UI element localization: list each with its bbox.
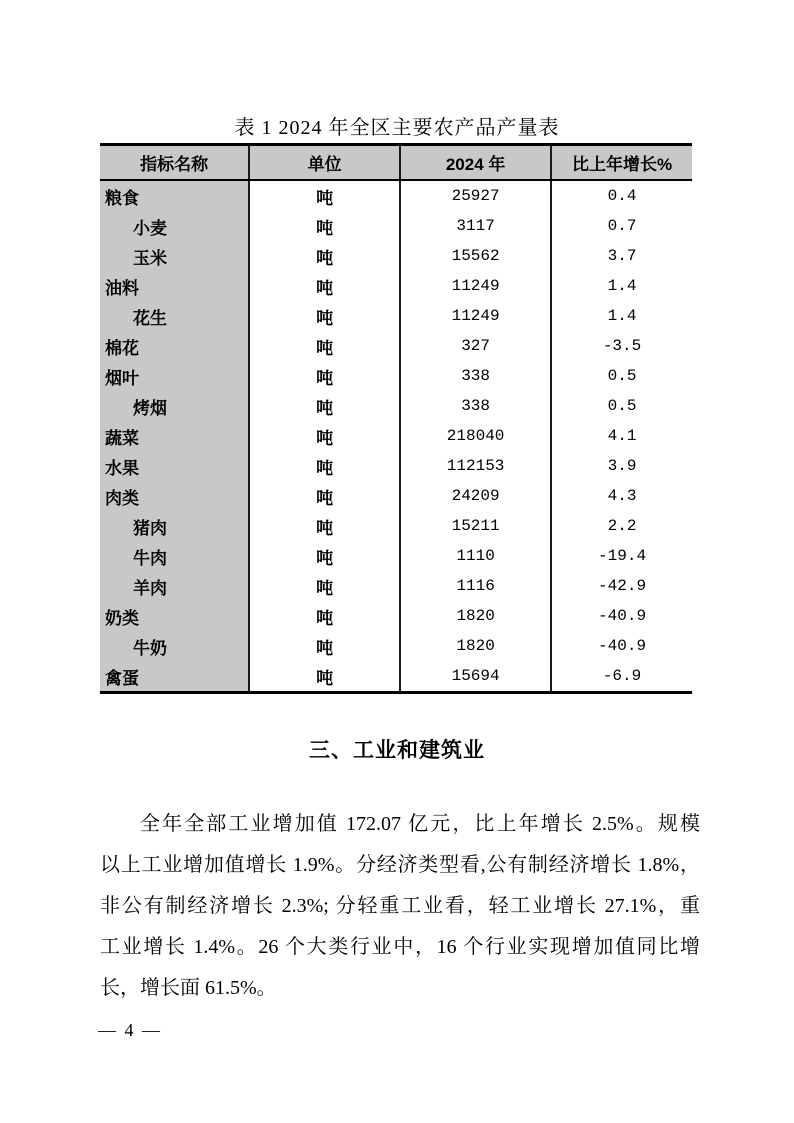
- indicator-name-cell: 水果: [100, 451, 249, 481]
- value-2024-cell: 24209: [400, 481, 551, 511]
- unit-cell: 吨: [249, 241, 400, 271]
- indicator-name-cell: 粮食: [100, 180, 249, 211]
- section-heading-industry: 三、工业和建筑业: [309, 739, 485, 762]
- value-2024-cell: 338: [400, 391, 551, 421]
- indicator-name-cell: 禽蛋: [100, 661, 249, 693]
- table-row: [100, 481, 692, 511]
- growth-cell: 3.9: [607, 457, 637, 475]
- table-row: [100, 571, 692, 601]
- table-row: [100, 241, 692, 271]
- indicator-name-cell: 肉类: [100, 481, 249, 511]
- indicator-name-cell: 牛奶: [100, 631, 249, 661]
- unit-cell: 吨: [249, 541, 400, 571]
- col-header-indicator: 指标名称: [100, 145, 249, 181]
- table-row: [100, 541, 692, 571]
- indicator-name-cell: 奶类: [100, 601, 249, 631]
- table-row: [100, 421, 692, 451]
- value-2024-cell: 1116: [400, 571, 551, 601]
- unit-cell: 吨: [249, 631, 400, 661]
- growth-cell: -40.9: [598, 607, 647, 625]
- value-2024-cell: 25927: [400, 180, 551, 211]
- table-header-row: [100, 145, 692, 181]
- table-row: [100, 271, 692, 301]
- page-number: — 4 —: [98, 1020, 162, 1040]
- value-2024-cell: 15694: [400, 661, 551, 693]
- paragraph-line: 以上工业增加值增长 1.9%。分经济类型看,公有制经济增长 1.8%，: [100, 854, 700, 876]
- growth-cell: 4.1: [607, 427, 637, 445]
- value-2024-cell: 15211: [400, 511, 551, 541]
- growth-cell: -19.4: [598, 547, 647, 565]
- unit-cell: 吨: [249, 331, 400, 361]
- value-2024-cell: 218040: [400, 421, 551, 451]
- indicator-name-cell: 小麦: [100, 211, 249, 241]
- growth-cell: -42.9: [598, 577, 647, 595]
- unit-cell: 吨: [249, 301, 400, 331]
- paragraph-line: 工业增长 1.4%。26 个大类行业中，16 个行业实现增加值同比增: [100, 936, 700, 958]
- unit-cell: 吨: [249, 481, 400, 511]
- growth-cell: 4.3: [607, 487, 637, 505]
- growth-cell: 2.2: [607, 517, 637, 535]
- indicator-name-cell: 烟叶: [100, 361, 249, 391]
- unit-cell: 吨: [249, 361, 400, 391]
- table-row: [100, 451, 692, 481]
- indicator-name-cell: 牛肉: [100, 541, 249, 571]
- paragraph-line: 全年全部工业增加值 172.07 亿元，比上年增长 2.5%。规模: [140, 813, 700, 835]
- growth-cell: -40.9: [598, 637, 647, 655]
- growth-cell: 1.4: [607, 277, 637, 295]
- growth-cell: 3.7: [607, 247, 637, 265]
- paragraph-line: 长，增长面 61.5%。: [100, 977, 277, 999]
- table-row: [100, 211, 692, 241]
- growth-cell: -6.9: [602, 667, 642, 685]
- indicator-name-cell: 油料: [100, 271, 249, 301]
- value-2024-cell: 338: [400, 361, 551, 391]
- col-header-growth: 比上年增长%: [551, 145, 692, 181]
- indicator-name-cell: 羊肉: [100, 571, 249, 601]
- table-row: [100, 661, 692, 693]
- unit-cell: 吨: [249, 211, 400, 241]
- unit-cell: 吨: [249, 451, 400, 481]
- growth-cell: 0.7: [607, 217, 637, 235]
- unit-cell: 吨: [249, 180, 400, 211]
- agri-output-table: [100, 143, 692, 694]
- table-row: [100, 301, 692, 331]
- indicator-name-cell: 棉花: [100, 331, 249, 361]
- indicator-name-cell: 烤烟: [100, 391, 249, 421]
- value-2024-cell: 1820: [400, 601, 551, 631]
- value-2024-cell: 112153: [400, 451, 551, 481]
- unit-cell: 吨: [249, 421, 400, 451]
- growth-cell: 1.4: [607, 307, 637, 325]
- value-2024-cell: 1110: [400, 541, 551, 571]
- value-2024-cell: 11249: [400, 271, 551, 301]
- value-2024-cell: 1820: [400, 631, 551, 661]
- paragraph-line: 非公有制经济增长 2.3%; 分轻重工业看，轻工业增长 27.1%，重: [100, 895, 700, 917]
- unit-cell: 吨: [249, 511, 400, 541]
- col-header-unit: 单位: [249, 145, 400, 181]
- table-row: [100, 631, 692, 661]
- growth-cell: -3.5: [602, 337, 642, 355]
- value-2024-cell: 15562: [400, 241, 551, 271]
- table-row: [100, 391, 692, 421]
- table-row: [100, 601, 692, 631]
- table-row: [100, 180, 692, 211]
- unit-cell: 吨: [249, 601, 400, 631]
- unit-cell: 吨: [249, 391, 400, 421]
- table-title: 表 1 2024 年全区主要农产品产量表: [234, 117, 560, 139]
- industry-paragraph: [100, 804, 700, 1009]
- value-2024-cell: 11249: [400, 301, 551, 331]
- indicator-name-cell: 蔬菜: [100, 421, 249, 451]
- col-header-year: 2024 年: [400, 145, 551, 181]
- growth-cell: 0.4: [607, 187, 637, 205]
- growth-cell: 0.5: [607, 397, 637, 415]
- indicator-name-cell: 花生: [100, 301, 249, 331]
- table-row: [100, 331, 692, 361]
- unit-cell: 吨: [249, 271, 400, 301]
- indicator-name-cell: 玉米: [100, 241, 249, 271]
- table-row: [100, 511, 692, 541]
- indicator-name-cell: 猪肉: [100, 511, 249, 541]
- unit-cell: 吨: [249, 571, 400, 601]
- table-row: [100, 361, 692, 391]
- value-2024-cell: 327: [400, 331, 551, 361]
- value-2024-cell: 3117: [400, 211, 551, 241]
- unit-cell: 吨: [249, 661, 400, 693]
- growth-cell: 0.5: [607, 367, 637, 385]
